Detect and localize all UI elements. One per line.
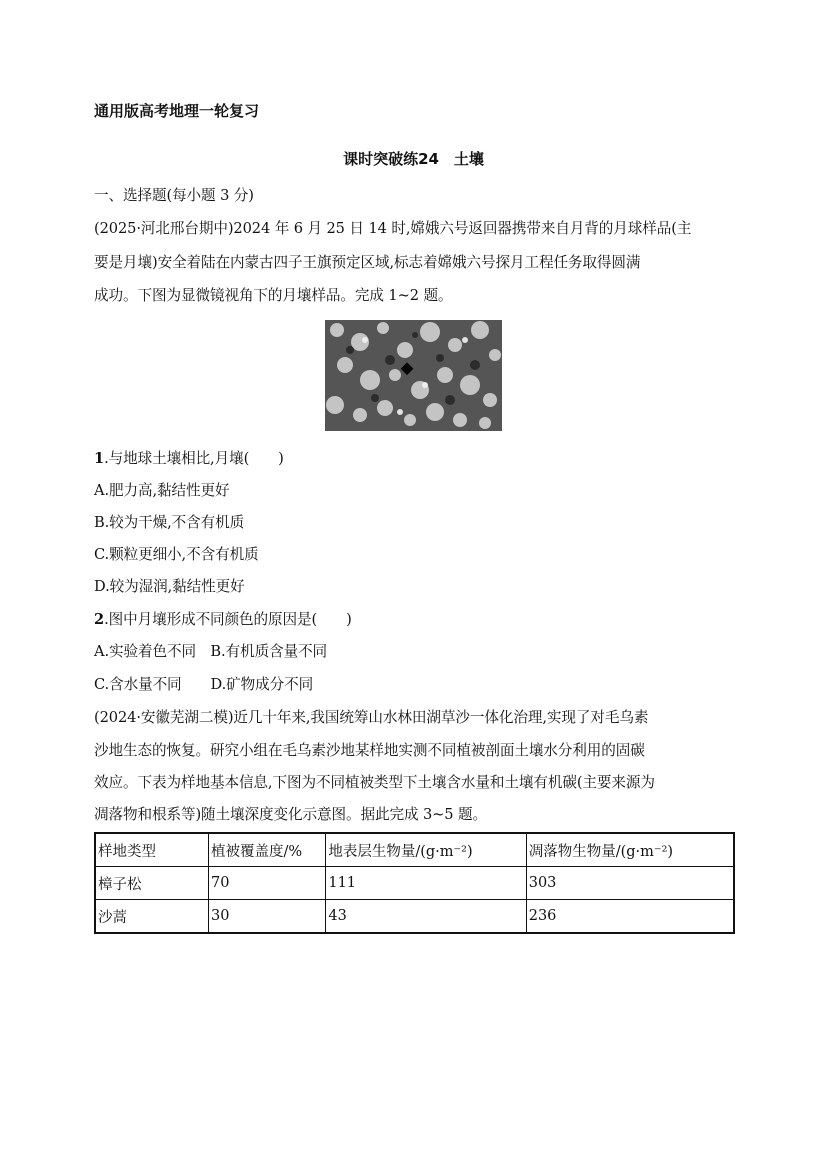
q1-option-d: D.较为湿润,黏结性更好 (94, 578, 245, 595)
intro2-line: 凋落物和根系等)随土壤深度变化示意图。据此完成 3~5 题。 (94, 806, 488, 823)
intro1-line: (2025·河北邢台期中)2024 年 6 月 25 日 14 时,嫦娥六号返回器携带来自月背的月球样品(主 (94, 220, 692, 237)
table-cell: 236 (526, 900, 734, 934)
question-number: 1 (94, 450, 105, 467)
micrograph-image (325, 320, 502, 431)
plot-info-table (94, 832, 735, 934)
page-title: 课时突破练24 土壤 (343, 150, 484, 168)
table-header-row (95, 833, 734, 867)
table-header-cell: 凋落物生物量/(g·m⁻²) (526, 833, 734, 867)
table-header-cell: 地表层生物量/(g·m⁻²) (326, 833, 526, 867)
header-title: 通用版高考地理一轮复习 (94, 102, 260, 120)
table-cell: 111 (326, 867, 526, 900)
q1-option-b: B.较为干燥,不含有机质 (94, 514, 245, 531)
section-heading: 一、选择题(每小题 3 分) (94, 187, 254, 204)
intro1-line: 要是月壤)安全着陆在内蒙古四子王旗预定区域,标志着嫦娥六号探月工程任务取得圆满 (94, 254, 641, 271)
intro2-line: 沙地生态的恢复。研究小组在毛乌素沙地某样地实测不同植被剖面土壤水分利用的固碳 (94, 742, 645, 759)
intro2-line: 效应。下表为样地基本信息,下图为不同植被类型下土壤含水量和土壤有机碳(主要来源为 (94, 774, 655, 791)
table-row (95, 867, 734, 900)
table-cell: 303 (526, 867, 734, 900)
question-number: 2 (94, 611, 105, 628)
table-header-cell: 植被覆盖度/% (209, 833, 326, 867)
question-stem-text: .图中月壤形成不同颜色的原因是( ) (104, 611, 352, 628)
q2-options-row: A.实验着色不同 B.有机质含量不同 (94, 643, 328, 660)
table-cell: 樟子松 (95, 867, 209, 900)
question-2-stem (94, 610, 352, 630)
q1-option-a: A.肥力高,黏结性更好 (94, 482, 230, 499)
lunar-soil-micrograph (325, 320, 502, 431)
table-cell: 沙蒿 (95, 900, 209, 934)
question-stem-text: .与地球土壤相比,月壤( ) (104, 450, 284, 467)
table-cell: 70 (209, 867, 326, 900)
question-1-stem (94, 449, 284, 469)
q2-options-row: C.含水量不同 D.矿物成分不同 (94, 676, 314, 693)
table-cell: 43 (326, 900, 526, 934)
intro1-line: 成功。下图为显微镜视角下的月壤样品。完成 1~2 题。 (94, 287, 453, 304)
table-row (95, 900, 734, 934)
table-header-cell: 样地类型 (95, 833, 209, 867)
table-cell: 30 (209, 900, 326, 934)
intro2-line: (2024·安徽芜湖二模)近几十年来,我国统筹山水林田湖草沙一体化治理,实现了对毛乌素 (94, 709, 649, 726)
q1-option-c: C.颗粒更细小,不含有机质 (94, 546, 259, 563)
